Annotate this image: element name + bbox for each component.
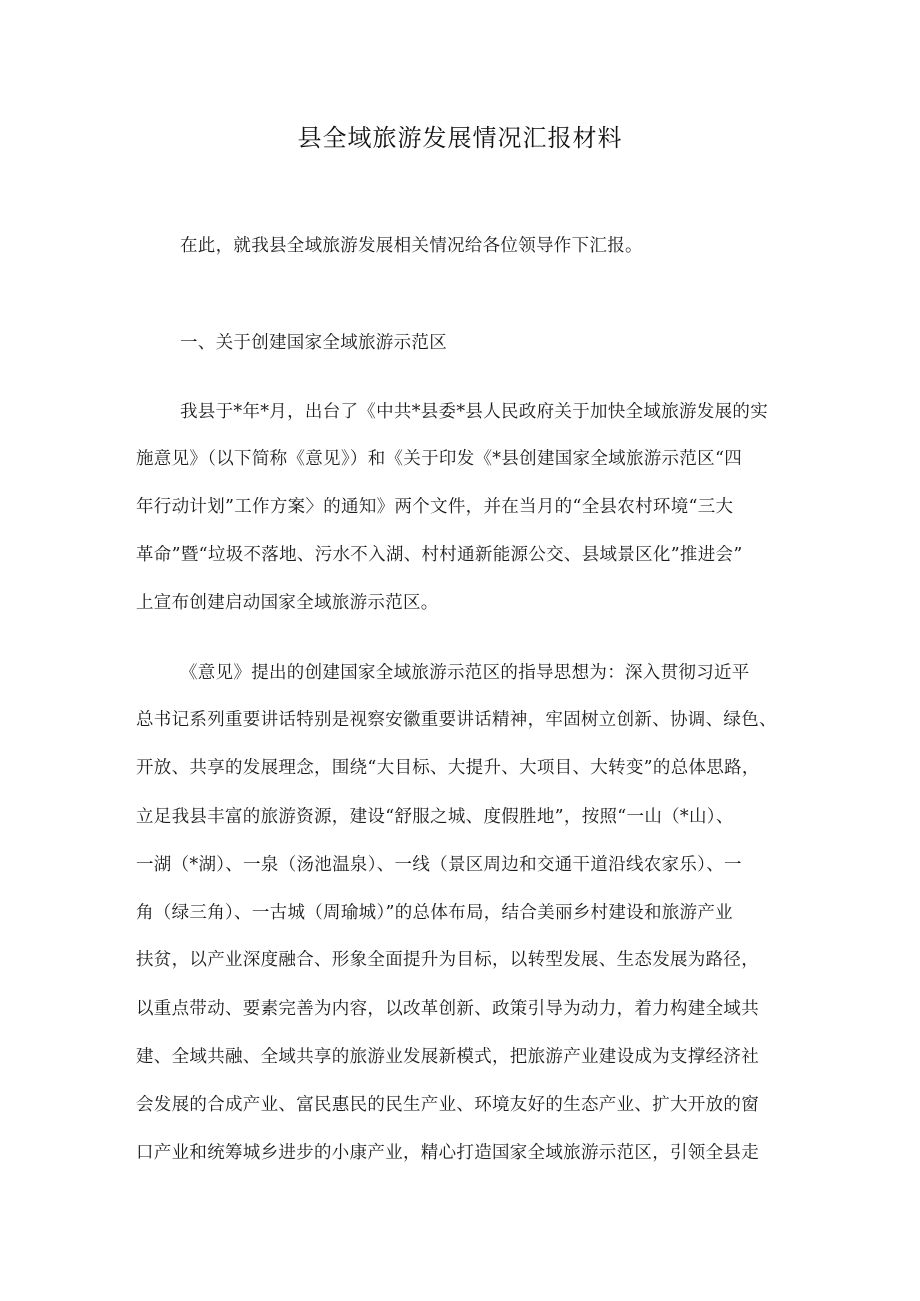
paragraph-line: 年行动计划”工作方案〉的通知》两个文件，并在当月的“全县农村环境“三大 bbox=[136, 497, 734, 517]
paragraph-line: 上宣布创建启动国家全域旅游示范区。 bbox=[136, 593, 439, 613]
paragraph-line: 我县于*年*月，出台了《中共*县委*县人民政府关于加快全域旅游发展的实 bbox=[180, 402, 768, 422]
paragraph-line: 会发展的合成产业、富民惠民的民生产业、环境友好的生态产业、扩大开放的窗 bbox=[136, 1095, 759, 1115]
paragraph-line: 一湖（*湖）、一泉（汤池温泉）、一线（景区周边和交通干道沿线农家乐）、一 bbox=[136, 855, 742, 875]
paragraph-line: 建、全域共融、全域共享的旅游业发展新模式，把旅游产业建设成为支撑经济社 bbox=[136, 1047, 759, 1067]
paragraph-line: 总书记系列重要讲话特别是视察安徽重要讲话精神，牢固树立创新、协调、绿色、 bbox=[136, 710, 777, 730]
paragraph-line: 《意见》提出的创建国家全域旅游示范区的指导思想为：深入贯彻习近平 bbox=[180, 663, 750, 683]
section-heading: 一、关于创建国家全域旅游示范区 bbox=[180, 333, 447, 353]
paragraph-line: 开放、共享的发展理念，围绕“大目标、大提升、大项目、大转变”的总体思路， bbox=[136, 758, 760, 778]
paragraph-line: 立足我县丰富的旅游资源，建设“舒服之城、度假胜地”，按照“一山（*山）、 bbox=[136, 807, 734, 827]
paragraph-line: 以重点带动、要素完善为内容，以改革创新、政策引导为动力，着力构建全域共 bbox=[136, 999, 759, 1019]
paragraph-line: 角（绿三角）、一古城（周瑜城）”的总体布局，结合美丽乡村建设和旅游产业 bbox=[136, 903, 733, 923]
paragraph-line: 施意见》（以下简称《意见》）和《关于印发《*县创建国家全域旅游示范区“四 bbox=[136, 449, 742, 469]
document-title: 县全域旅游发展情况汇报材料 bbox=[297, 124, 623, 152]
intro-paragraph: 在此，就我县全域旅游发展相关情况给各位领导作下汇报。 bbox=[180, 236, 643, 256]
paragraph-line: 口产业和统筹城乡进步的小康产业，精心打造国家全域旅游示范区，引领全县走 bbox=[136, 1143, 759, 1163]
paragraph-line: 革命”暨“垃圾不落地、污水不入湖、村村通新能源公交、县域景区化”推进会” bbox=[136, 545, 743, 565]
paragraph-line: 扶贫，以产业深度融合、形象全面提升为目标，以转型发展、生态发展为路径， bbox=[136, 950, 759, 970]
